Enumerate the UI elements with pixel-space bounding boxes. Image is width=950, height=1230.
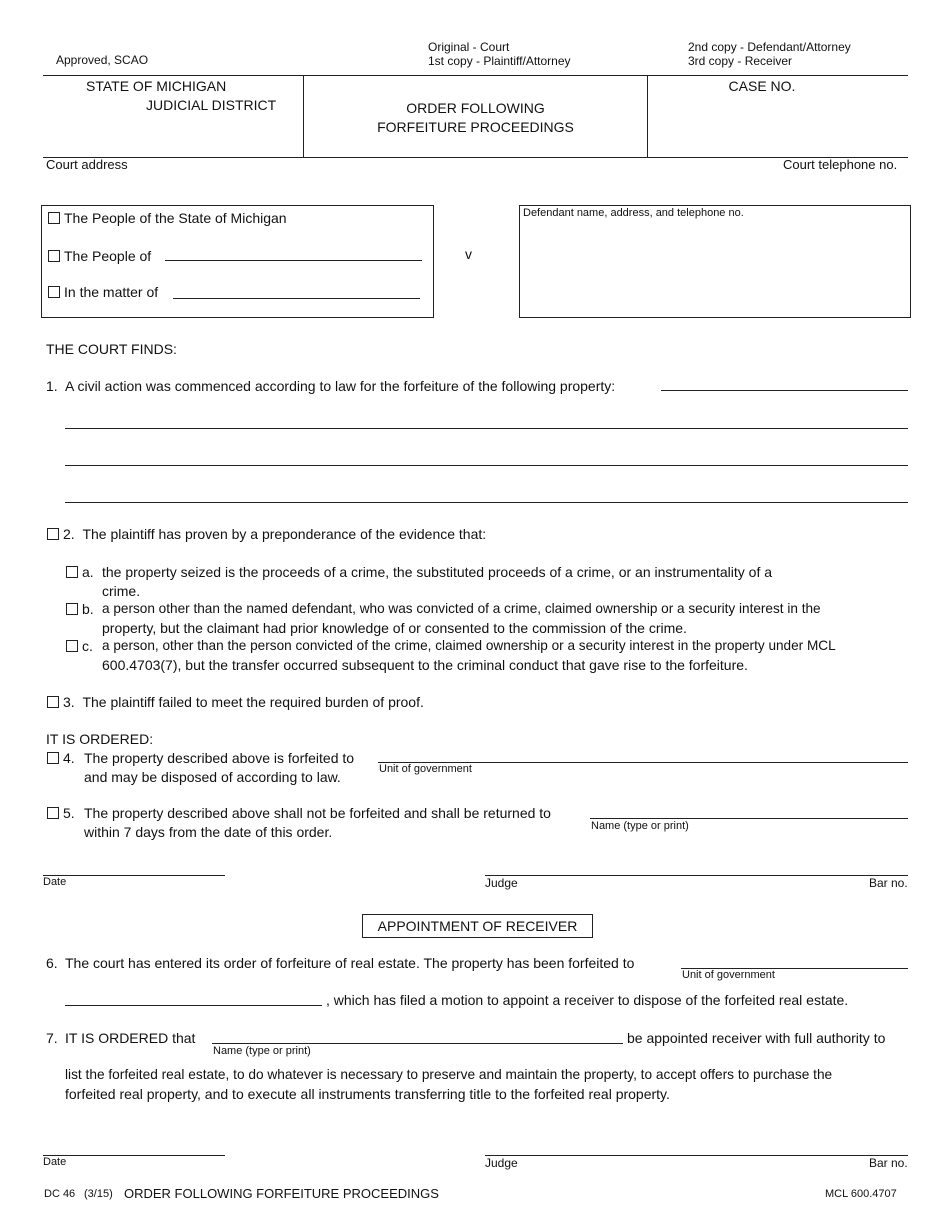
checkbox-icon[interactable] xyxy=(47,807,59,819)
checkbox-icon[interactable] xyxy=(47,696,59,708)
item2a-text-line1: the property seized is the proceeds of a crime, the substituted proceeds of a crime, or an instrumentality of a xyxy=(102,564,773,580)
item2c-text-line1: a person, other than the person convicted of the crime, claimed ownership or a security interest in the property under MCL xyxy=(102,638,836,653)
people-of-field[interactable] xyxy=(165,246,422,261)
state-label: STATE OF MICHIGAN xyxy=(86,78,227,94)
header-top-rule xyxy=(43,75,908,76)
it-is-ordered-heading: IT IS ORDERED: xyxy=(46,731,154,747)
third-copy-label: 3rd copy - Receiver xyxy=(688,54,793,68)
case-no-field[interactable] xyxy=(740,100,880,124)
checkbox-icon[interactable] xyxy=(48,286,60,298)
property-field-line3[interactable] xyxy=(65,465,908,466)
bar-no-label-2: Bar no. xyxy=(869,1156,908,1170)
item5-text-line2: within 7 days from the date of this order. xyxy=(84,824,333,840)
item5-text-line1: The property described above shall not be forfeited and shall be returned to xyxy=(84,805,551,821)
judge-signature-field-1[interactable] xyxy=(485,875,908,876)
item2-row[interactable]: 2. The plaintiff has proven by a preponderance of the evidence that: xyxy=(47,526,486,542)
receiver-name-field[interactable] xyxy=(212,1043,623,1044)
item3-row[interactable]: 3. The plaintiff failed to meet the required burden of proof. xyxy=(47,694,424,710)
item6-unit-label: Unit of government xyxy=(682,969,775,981)
item2b-text-line1: a person other than the named defendant, who was convicted of a crime, claimed ownership or a security interest in the xyxy=(102,601,821,616)
form-number: DC 46 xyxy=(44,1188,76,1200)
date-field-2[interactable] xyxy=(43,1155,225,1156)
checkbox-icon[interactable] xyxy=(48,212,60,224)
checkbox-icon[interactable] xyxy=(47,752,59,764)
item2b-text-line2: property, but the claimant had prior knowledge of or consented to the commission of the crime. xyxy=(102,620,687,636)
item2c-text-line2: 600.4703(7), but the transfer occurred subsequent to the criminal conduct that gave rise to the forfeiture. xyxy=(102,657,748,673)
form-revision: (3/15) xyxy=(84,1188,113,1200)
approved-label: Approved, SCAO xyxy=(56,53,149,67)
header-divider-1 xyxy=(303,75,304,157)
item7-text-line3: forfeited real property, and to execute all instruments transferring title to the forfeited real property. xyxy=(65,1086,670,1102)
first-copy-label: 1st copy - Plaintiff/Attorney xyxy=(428,54,571,68)
defendant-label: Defendant name, address, and telephone no. xyxy=(523,207,744,219)
item6-number: 6. xyxy=(46,955,58,971)
matter-of-field[interactable] xyxy=(173,284,420,299)
date-label-1: Date xyxy=(43,876,67,888)
checkbox-icon[interactable] xyxy=(66,640,78,652)
checkbox-icon[interactable] xyxy=(66,566,78,578)
item2a-text-line2: crime. xyxy=(102,583,141,599)
property-field-line4[interactable] xyxy=(65,502,908,503)
footer-form-title: ORDER FOLLOWING FORFEITURE PROCEEDINGS xyxy=(124,1186,439,1201)
item7-text-line2: list the forfeited real estate, to do whatever is necessary to preserve and maintain the property, to accept offers to purchase the xyxy=(65,1067,833,1082)
original-copy-label: Original - Court xyxy=(428,40,510,54)
item6-unit-field-cont[interactable] xyxy=(65,1005,322,1006)
header-bottom-rule xyxy=(43,157,908,158)
date-label-2: Date xyxy=(43,1156,67,1168)
judge-label-2: Judge xyxy=(485,1156,518,1170)
checkbox-icon[interactable] xyxy=(47,528,59,540)
property-field-line2[interactable] xyxy=(65,428,908,429)
people-of-michigan-option[interactable]: The People of the State of Michigan xyxy=(48,210,287,226)
item5-name-field[interactable] xyxy=(590,818,908,819)
district-label: JUDICIAL DISTRICT xyxy=(146,97,277,113)
mcl-reference: MCL 600.4707 xyxy=(825,1188,897,1200)
item4-unit-label: Unit of government xyxy=(379,763,472,775)
item2c-row[interactable]: c. xyxy=(66,638,93,654)
judge-label-1: Judge xyxy=(485,876,518,890)
property-field-line1[interactable] xyxy=(661,390,908,391)
item7-after: be appointed receiver with full authority to xyxy=(627,1030,886,1046)
item7-number: 7. xyxy=(46,1030,58,1046)
form-title-line2: FORFEITURE PROCEEDINGS xyxy=(377,119,574,135)
receiver-name-label: Name (type or print) xyxy=(213,1045,311,1057)
form-title-line1: ORDER FOLLOWING xyxy=(406,100,545,116)
versus-label: v xyxy=(465,246,472,262)
appointment-heading: APPOINTMENT OF RECEIVER xyxy=(362,914,593,938)
item7-lead: IT IS ORDERED that xyxy=(65,1030,196,1046)
item1-number: 1. xyxy=(46,378,58,394)
item2b-row[interactable]: b. xyxy=(66,601,94,617)
item1-text: A civil action was commenced according to law for the forfeiture of the following property: xyxy=(65,378,616,394)
item4-text-line1: The property described above is forfeited to xyxy=(84,750,355,766)
checkbox-icon[interactable] xyxy=(66,603,78,615)
item4-row[interactable]: 4. xyxy=(47,750,75,766)
date-field-1[interactable] xyxy=(43,875,225,876)
item6-text: The court has entered its order of forfeiture of real estate. The property has been forfeited to xyxy=(65,955,635,971)
defendant-box[interactable] xyxy=(519,205,911,318)
item6-continuation: , which has filed a motion to appoint a receiver to dispose of the forfeited real estate. xyxy=(326,992,849,1008)
court-finds-heading: THE COURT FINDS: xyxy=(46,341,177,357)
people-of-option[interactable]: The People of xyxy=(48,248,151,264)
court-telephone-label: Court telephone no. xyxy=(783,157,898,172)
item5-name-label: Name (type or print) xyxy=(591,820,689,832)
judge-signature-field-2[interactable] xyxy=(485,1155,908,1156)
case-no-label: CASE NO. xyxy=(728,78,796,94)
matter-of-option[interactable]: In the matter of xyxy=(48,284,158,300)
item2a-row[interactable]: a. xyxy=(66,564,94,580)
item5-row[interactable]: 5. xyxy=(47,805,75,821)
bar-no-label-1: Bar no. xyxy=(869,876,908,890)
checkbox-icon[interactable] xyxy=(48,250,60,262)
court-address-label: Court address xyxy=(46,157,128,172)
second-copy-label: 2nd copy - Defendant/Attorney xyxy=(688,40,851,54)
item4-text-line2: and may be disposed of according to law. xyxy=(84,769,341,785)
